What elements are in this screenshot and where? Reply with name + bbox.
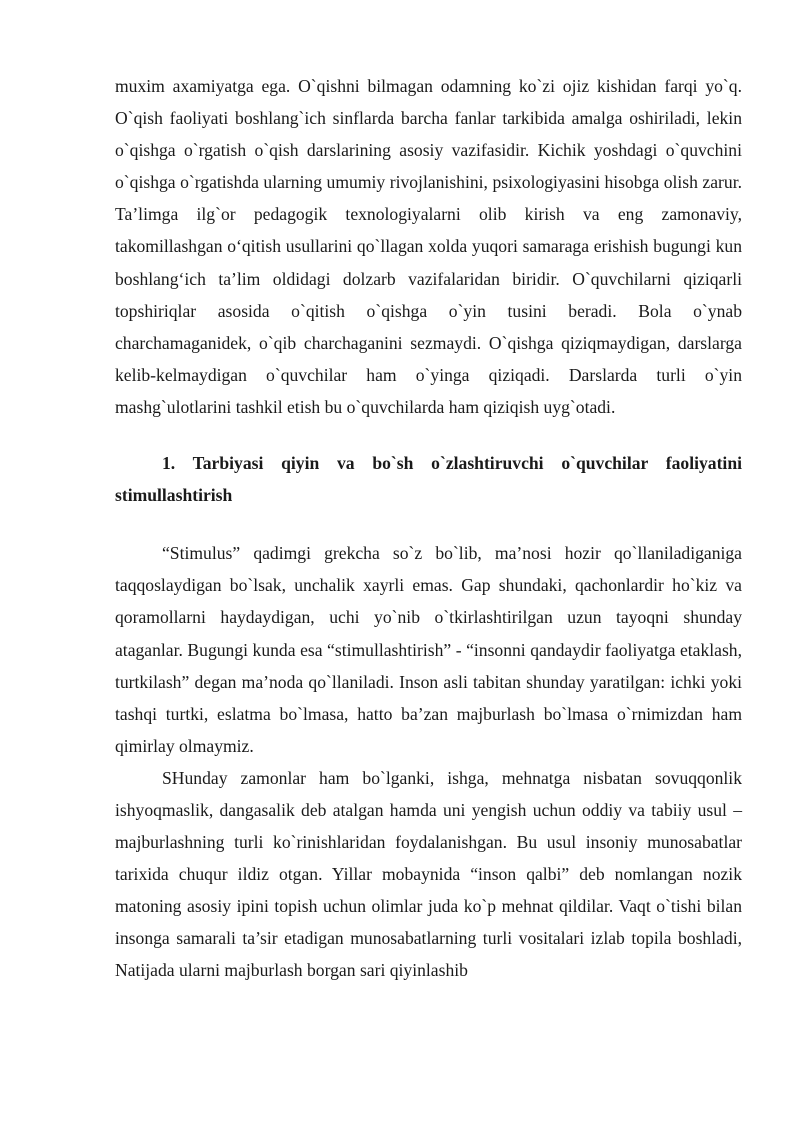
spacer <box>115 423 742 447</box>
document-page <box>115 70 742 987</box>
section-heading: 1. Tarbiyasi qiyin va bo`sh o`zlashtiruvchi o`quvchilar faoliyatini stimullashtirish <box>115 453 742 506</box>
spacer <box>115 511 742 537</box>
paragraph-shunday: SHunday zamonlar ham bo`lganki, ishga, mehnatga nisbatan sovuqqonlik ishyoqmaslik, dangasalik deb atalgan hamda uni yengish uchun oddiy va tabiiy usul – majburlashning turli ko`rinishlaridan foydalanishgan. Bu usul insoniy munosabatlar tarixida chuqur ildiz otgan. Yillar mobaynida “inson qalbi” deb nomlangan nozik matoning asosiy ipini topish uchun olimlar juda ko`p mehnat qildilar. Vaqt o`tishi bilan insonga samarali ta’sir etadigan munosabatlarning turli vositalari izlab topila boshladi, Natijada ularni majburlash borgan sari qiyinlashib <box>115 767 742 981</box>
paragraph-stimulus: “Stimulus” qadimgi grekcha so`z bo`lib, ma’nosi hozir qo`llaniladiganiga taqqoslaydigan bo`lsak, unchalik xayrli emas. Gap shundaki, qachonlardir ho`kiz va qoramollarni haydaydigan, uchi yo`nib o`tkirlashtirilgan uzun tayoqni shunday ataganlar. Bugungi kunda esa “stimullashtirish” - “insonni qandaydir faoliyatga etaklash, turtkilash” degan ma’noda qo`llaniladi. Inson asli tabitan shunday yaratilgan: ichki yoki tashqi turtki, eslatma bo`lmasa, hatto ba’zan majburlash bo`lmasa o`rnimizdan ham qimirlay olmaymiz. <box>115 543 742 756</box>
paragraph-continued: muxim axamiyatga ega. O`qishni bilmagan odamning ko`zi ojiz kishidan farqi yo`q. O`qish faoliyati boshlang`ich sinflarda barcha fanlar tarkibida amalga oshiriladi, lekin o`qishga o`rgatish o`qish darslarining asosiy vazifasidir. Kichik yoshdagi o`quvchini o`qishga o`rgatishda ularning umumiy rivojlanishini, psixologiyasini hisobga olish zarur. Ta’limga ilg`or pedagogik texnologiyalarni olib kirish va eng zamonaviy, takomillashgan o‘qitish usullarini qo`llagan xolda yuqori samaraga erishish bugungi kun boshlang‘ich ta’lim oldidagi dolzarb vazifalaridan biridir. O`quvchilarni qiziqarli topshiriqlar asosida o`qitish o`qishga o`yin tusini beradi. Bola o`ynab charchamaganidek, o`qib charchaganini sezmaydi. O`qishga qiziqmaydigan, darslarga kelib-kelmaydigan o`quvchilar ham o`yinga qiziqadi. Darslarda turli o`yin mashg`ulotlarini tashkil etish bu o`quvchilarda ham qiziqish uyg`otadi. <box>115 76 742 417</box>
